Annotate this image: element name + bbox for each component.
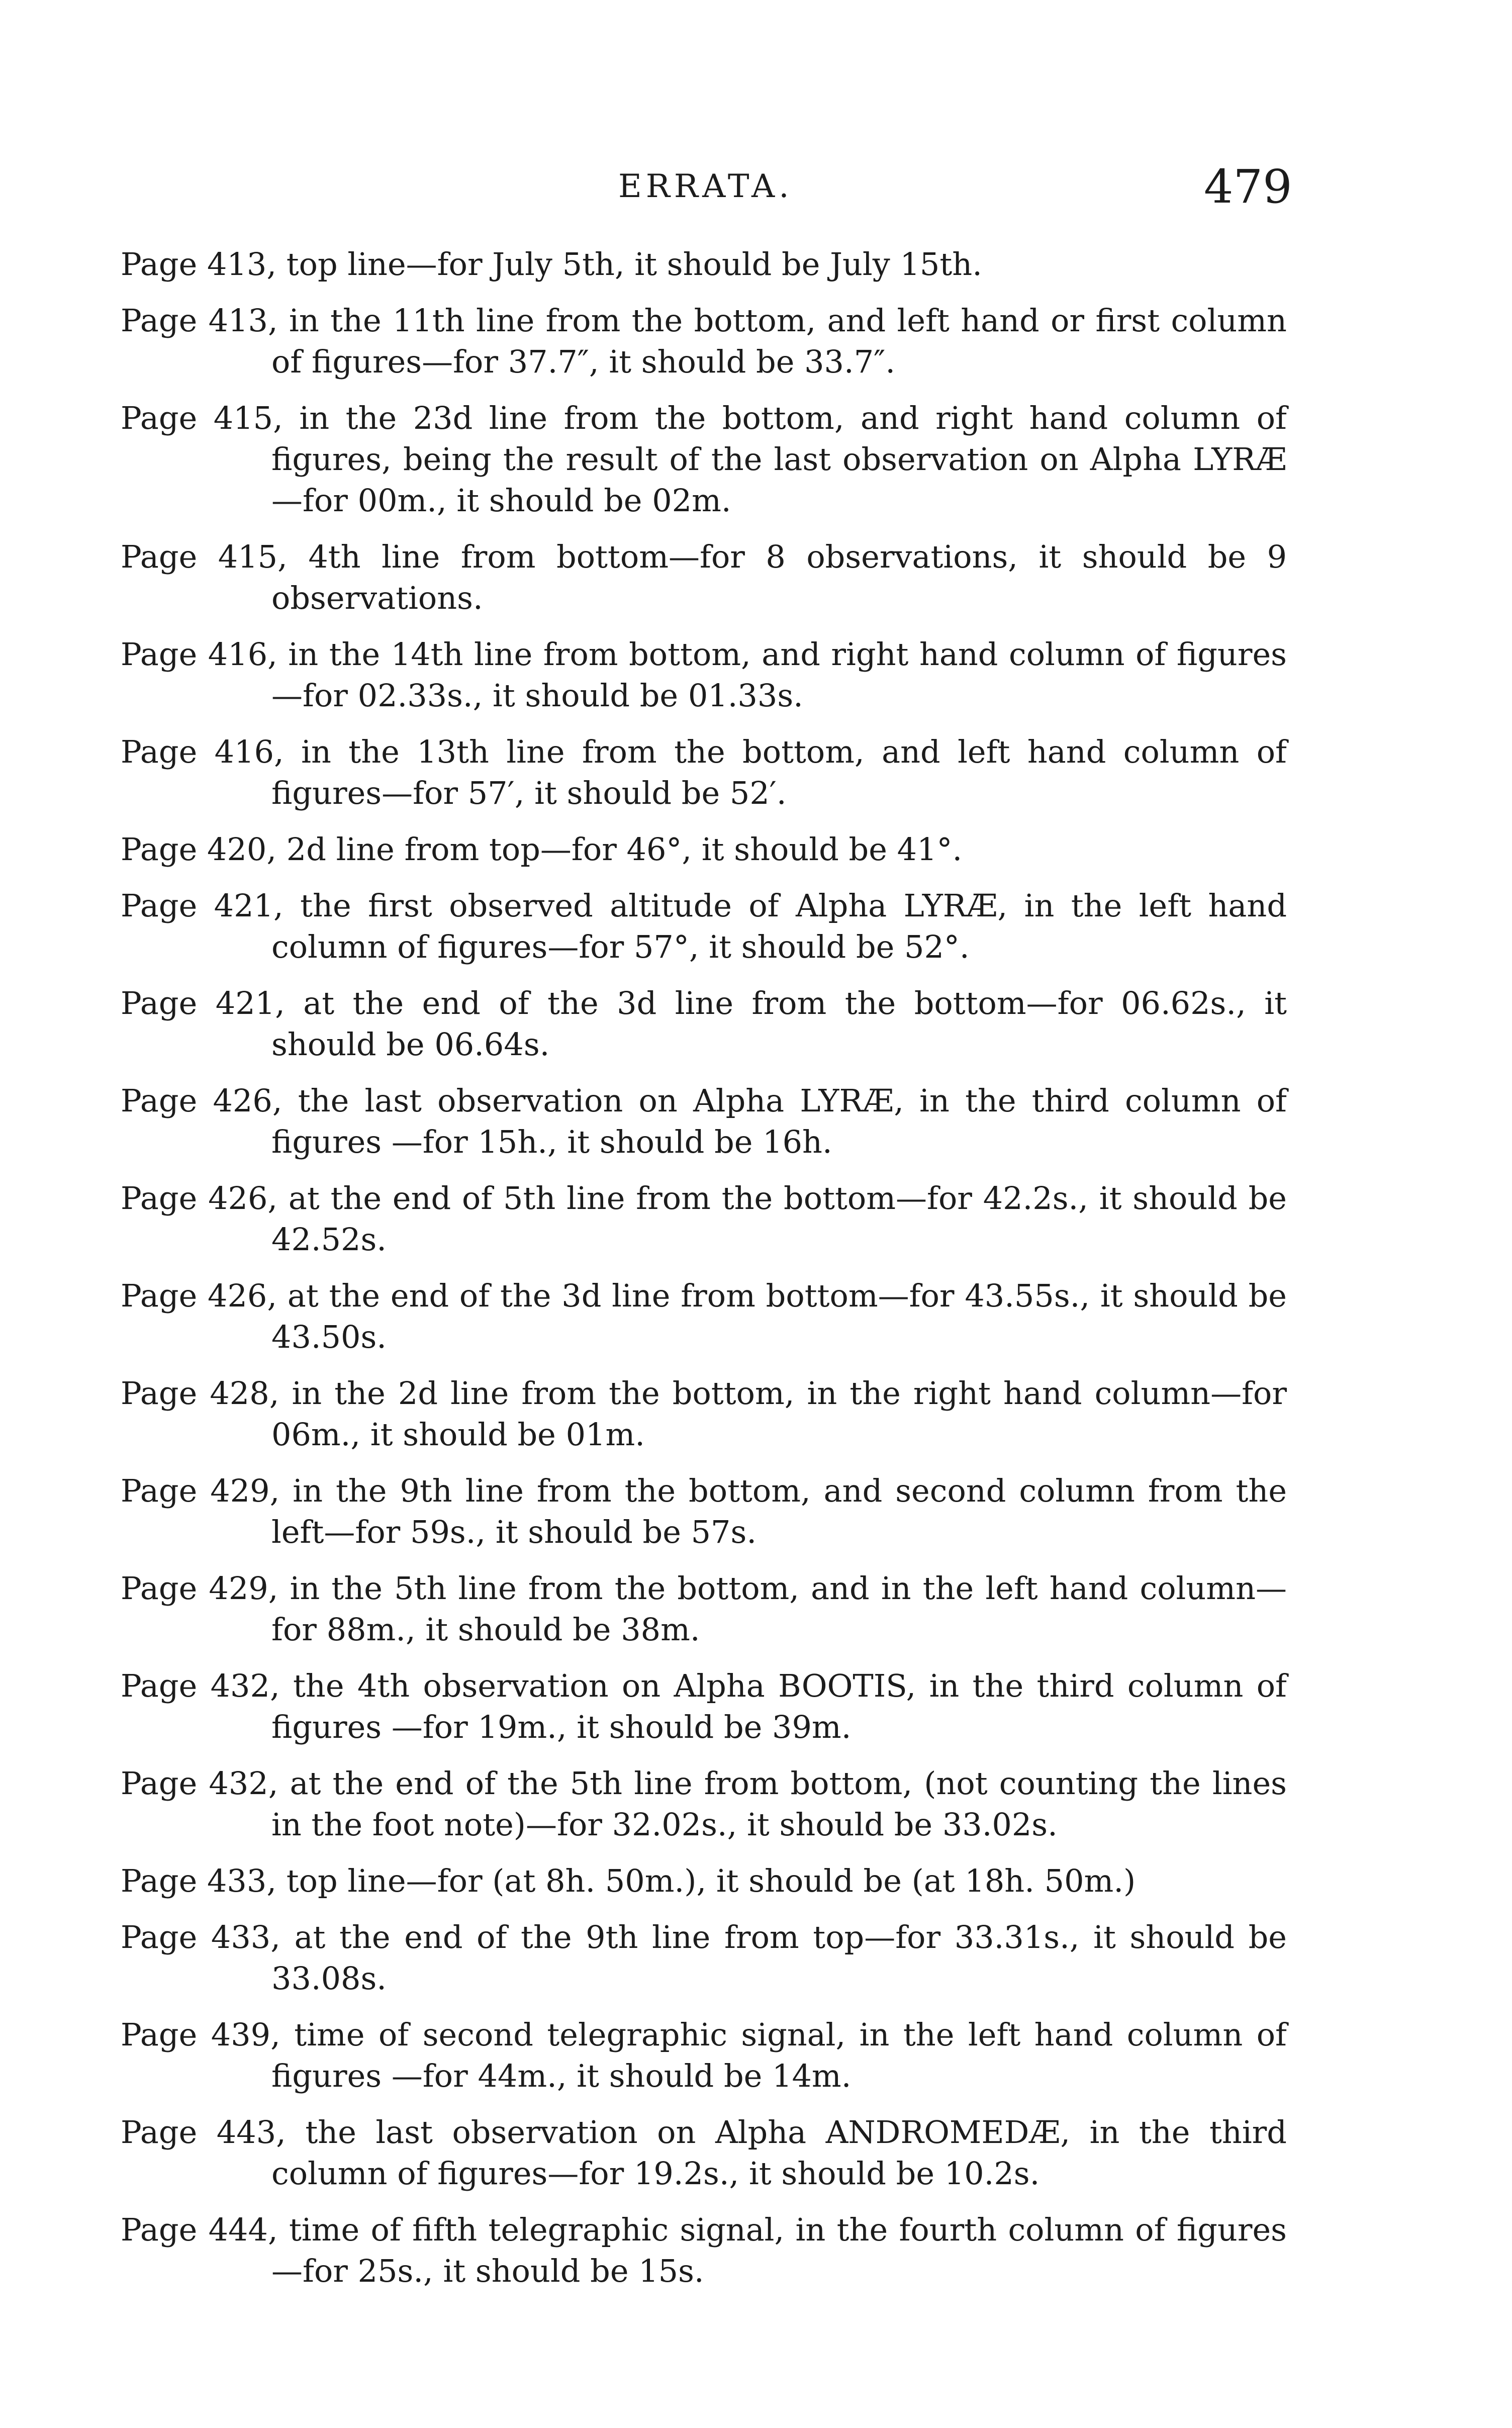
page-reference: Page 426 — [121, 1180, 268, 1217]
page-reference: Page 426 — [121, 1277, 267, 1314]
page-reference: Page 444 — [121, 2211, 268, 2248]
correction-text: in the 2d line from the bottom, in the right hand column—for 06m., it should be 01m. — [271, 1375, 1287, 1453]
correction-text: the last observation on Alpha LYRÆ, in the third column of figures —for 15h., it should be 16h. — [271, 1082, 1287, 1160]
correction-text: at the end of the 3d line from bottom—for 43.55s., it should be 43.50s. — [271, 1277, 1287, 1355]
erratum-entry: Page 415, in the 23d line from the bottom, and right hand column of figures, being the result of the last observation on Alpha LYRÆ—for 00m., it should be 02m. — [121, 400, 1287, 519]
correction-text: in the 13th line from the bottom, and left hand column of figures—for 57′, it should be 52′. — [271, 733, 1287, 811]
erratum-entry: Page 416, in the 13th line from the bottom, and left hand column of figures—for 57′, it should be 52′. — [121, 733, 1287, 811]
correction-text: time of fifth telegraphic signal, in the fourth column of figures—for 25s., it should be 15s. — [271, 2211, 1287, 2289]
erratum-entry: Page 444, time of fifth telegraphic signal, in the fourth column of figures—for 25s., it should be 15s. — [121, 2211, 1287, 2289]
running-head — [0, 160, 1512, 215]
page-reference: Page 433 — [121, 1862, 267, 1899]
correction-text: 2d line from top—for 46°, it should be 41°. — [286, 831, 963, 868]
erratum-entry: Page 416, in the 14th line from bottom, and right hand column of figures—for 02.33s., it should be 01.33s. — [121, 636, 1287, 714]
erratum-entry: Page 429, in the 9th line from the bottom, and second column from the left—for 59s., it should be 57s. — [121, 1472, 1287, 1550]
erratum-entry: Page 429, in the 5th line from the bottom, and in the left hand column—for 88m., it should be 38m. — [121, 1570, 1287, 1648]
correction-text: the first observed altitude of Alpha LYRÆ, in the left hand column of figures—for 57°, it should be 52°. — [271, 887, 1287, 965]
erratum-entry: Page 426, the last observation on Alpha LYRÆ, in the third column of figures —for 15h., it should be 16h. — [121, 1082, 1287, 1160]
page-title: ERRATA. — [618, 168, 793, 205]
page-reference: Page 416 — [121, 636, 268, 673]
page-reference: Page 432 — [121, 1765, 268, 1802]
page-reference: Page 443 — [121, 2114, 276, 2151]
page-reference: Page 416 — [121, 733, 274, 770]
correction-text: top line—for (at 8h. 50m.), it should be (at 18h. 50m.) — [286, 1862, 1136, 1899]
page-reference: Page 432 — [121, 1667, 270, 1704]
page-number: 479 — [1204, 160, 1292, 214]
errata-list — [121, 244, 1287, 2307]
correction-text: at the end of the 3d line from the bottom—for 06.62s., it should be 06.64s. — [271, 985, 1287, 1063]
page-reference: Page 415 — [121, 400, 273, 436]
page-reference: Page 428 — [121, 1375, 269, 1412]
correction-text: in the 9th line from the bottom, and second column from the left—for 59s., it should be 57s. — [271, 1472, 1287, 1550]
erratum-entry: Page 420, 2d line from top—for 46°, it should be 41°. — [121, 831, 963, 868]
erratum-entry: Page 432, the 4th observation on Alpha BOOTIS, in the third column of figures —for 19m., it should be 39m. — [121, 1667, 1287, 1745]
correction-text: at the end of the 5th line from bottom, (not counting the lines in the foot note)—for 32.02s., it should be 33.02s. — [271, 1765, 1287, 1843]
erratum-entry: Page 426, at the end of 5th line from the bottom—for 42.2s., it should be 42.52s. — [121, 1180, 1287, 1258]
erratum-entry: Page 413, in the 11th line from the bottom, and left hand or first column of figures—for 37.7″, it should be 33.7″. — [121, 302, 1287, 380]
erratum-entry: Page 413, top line—for July 5th, it should be July 15th. — [121, 246, 982, 283]
erratum-entry: Page 421, at the end of the 3d line from the bottom—for 06.62s., it should be 06.64s. — [121, 985, 1287, 1063]
page-reference: Page 429 — [121, 1472, 270, 1509]
page-reference: Page 413 — [121, 246, 267, 283]
erratum-entry: Page 439, time of second telegraphic signal, in the left hand column of figures —for 44m., it should be 14m. — [121, 2016, 1287, 2094]
page-reference: Page 415 — [121, 538, 278, 575]
correction-text: at the end of 5th line from the bottom—for 42.2s., it should be 42.52s. — [271, 1180, 1287, 1258]
correction-text: at the end of the 9th line from top—for 33.31s., it should be 33.08s. — [271, 1919, 1287, 1997]
erratum-entry: Page 415, 4th line from bottom—for 8 observations, it should be 9 observations. — [121, 538, 1287, 616]
erratum-entry: Page 433, at the end of the 9th line from top—for 33.31s., it should be 33.08s. — [121, 1919, 1287, 1997]
page-reference: Page 439 — [121, 2016, 271, 2053]
erratum-entry: Page 421, the first observed altitude of Alpha LYRÆ, in the left hand column of figures—for 57°, it should be 52°. — [121, 887, 1287, 965]
page-reference: Page 421 — [121, 887, 274, 924]
correction-text: 4th line from bottom—for 8 observations, it should be 9 observations. — [271, 538, 1287, 616]
page-reference: Page 420 — [121, 831, 267, 868]
correction-text: in the 23d line from the bottom, and right hand column of figures, being the result of the last observation on Alpha LYRÆ—for 00m., it should be 02m. — [271, 400, 1287, 519]
page-reference: Page 413 — [121, 302, 268, 339]
correction-text: in the 14th line from bottom, and right hand column of figures—for 02.33s., it should be 01.33s. — [271, 636, 1287, 714]
page-reference: Page 429 — [121, 1570, 268, 1607]
erratum-entry: Page 426, at the end of the 3d line from bottom—for 43.55s., it should be 43.50s. — [121, 1277, 1287, 1355]
page-reference: Page 433 — [121, 1919, 271, 1955]
erratum-entry: Page 432, at the end of the 5th line from bottom, (not counting the lines in the foot note)—for 32.02s., it should be 33.02s. — [121, 1765, 1287, 1843]
erratum-entry: Page 433, top line—for (at 8h. 50m.), it should be (at 18h. 50m.) — [121, 1862, 1136, 1899]
correction-text: in the 5th line from the bottom, and in the left hand column—for 88m., it should be 38m. — [271, 1570, 1287, 1648]
erratum-entry: Page 428, in the 2d line from the bottom, in the right hand column—for 06m., it should be 01m. — [121, 1375, 1287, 1453]
correction-text: the last observation on Alpha ANDROMEDÆ, in the third column of figures—for 19.2s., it should be 10.2s. — [271, 2114, 1287, 2192]
erratum-entry: Page 443, the last observation on Alpha ANDROMEDÆ, in the third column of figures—for 19.2s., it should be 10.2s. — [121, 2114, 1287, 2192]
correction-text: the 4th observation on Alpha BOOTIS, in the third column of figures —for 19m., it should be 39m. — [271, 1667, 1287, 1745]
correction-text: time of second telegraphic signal, in the left hand column of figures —for 44m., it should be 14m. — [271, 2016, 1287, 2094]
page-reference: Page 421 — [121, 985, 275, 1021]
page-reference: Page 426 — [121, 1082, 272, 1119]
correction-text: top line—for July 5th, it should be July 15th. — [286, 246, 982, 283]
correction-text: in the 11th line from the bottom, and left hand or first column of figures—for 37.7″, it should be 33.7″. — [271, 302, 1287, 380]
